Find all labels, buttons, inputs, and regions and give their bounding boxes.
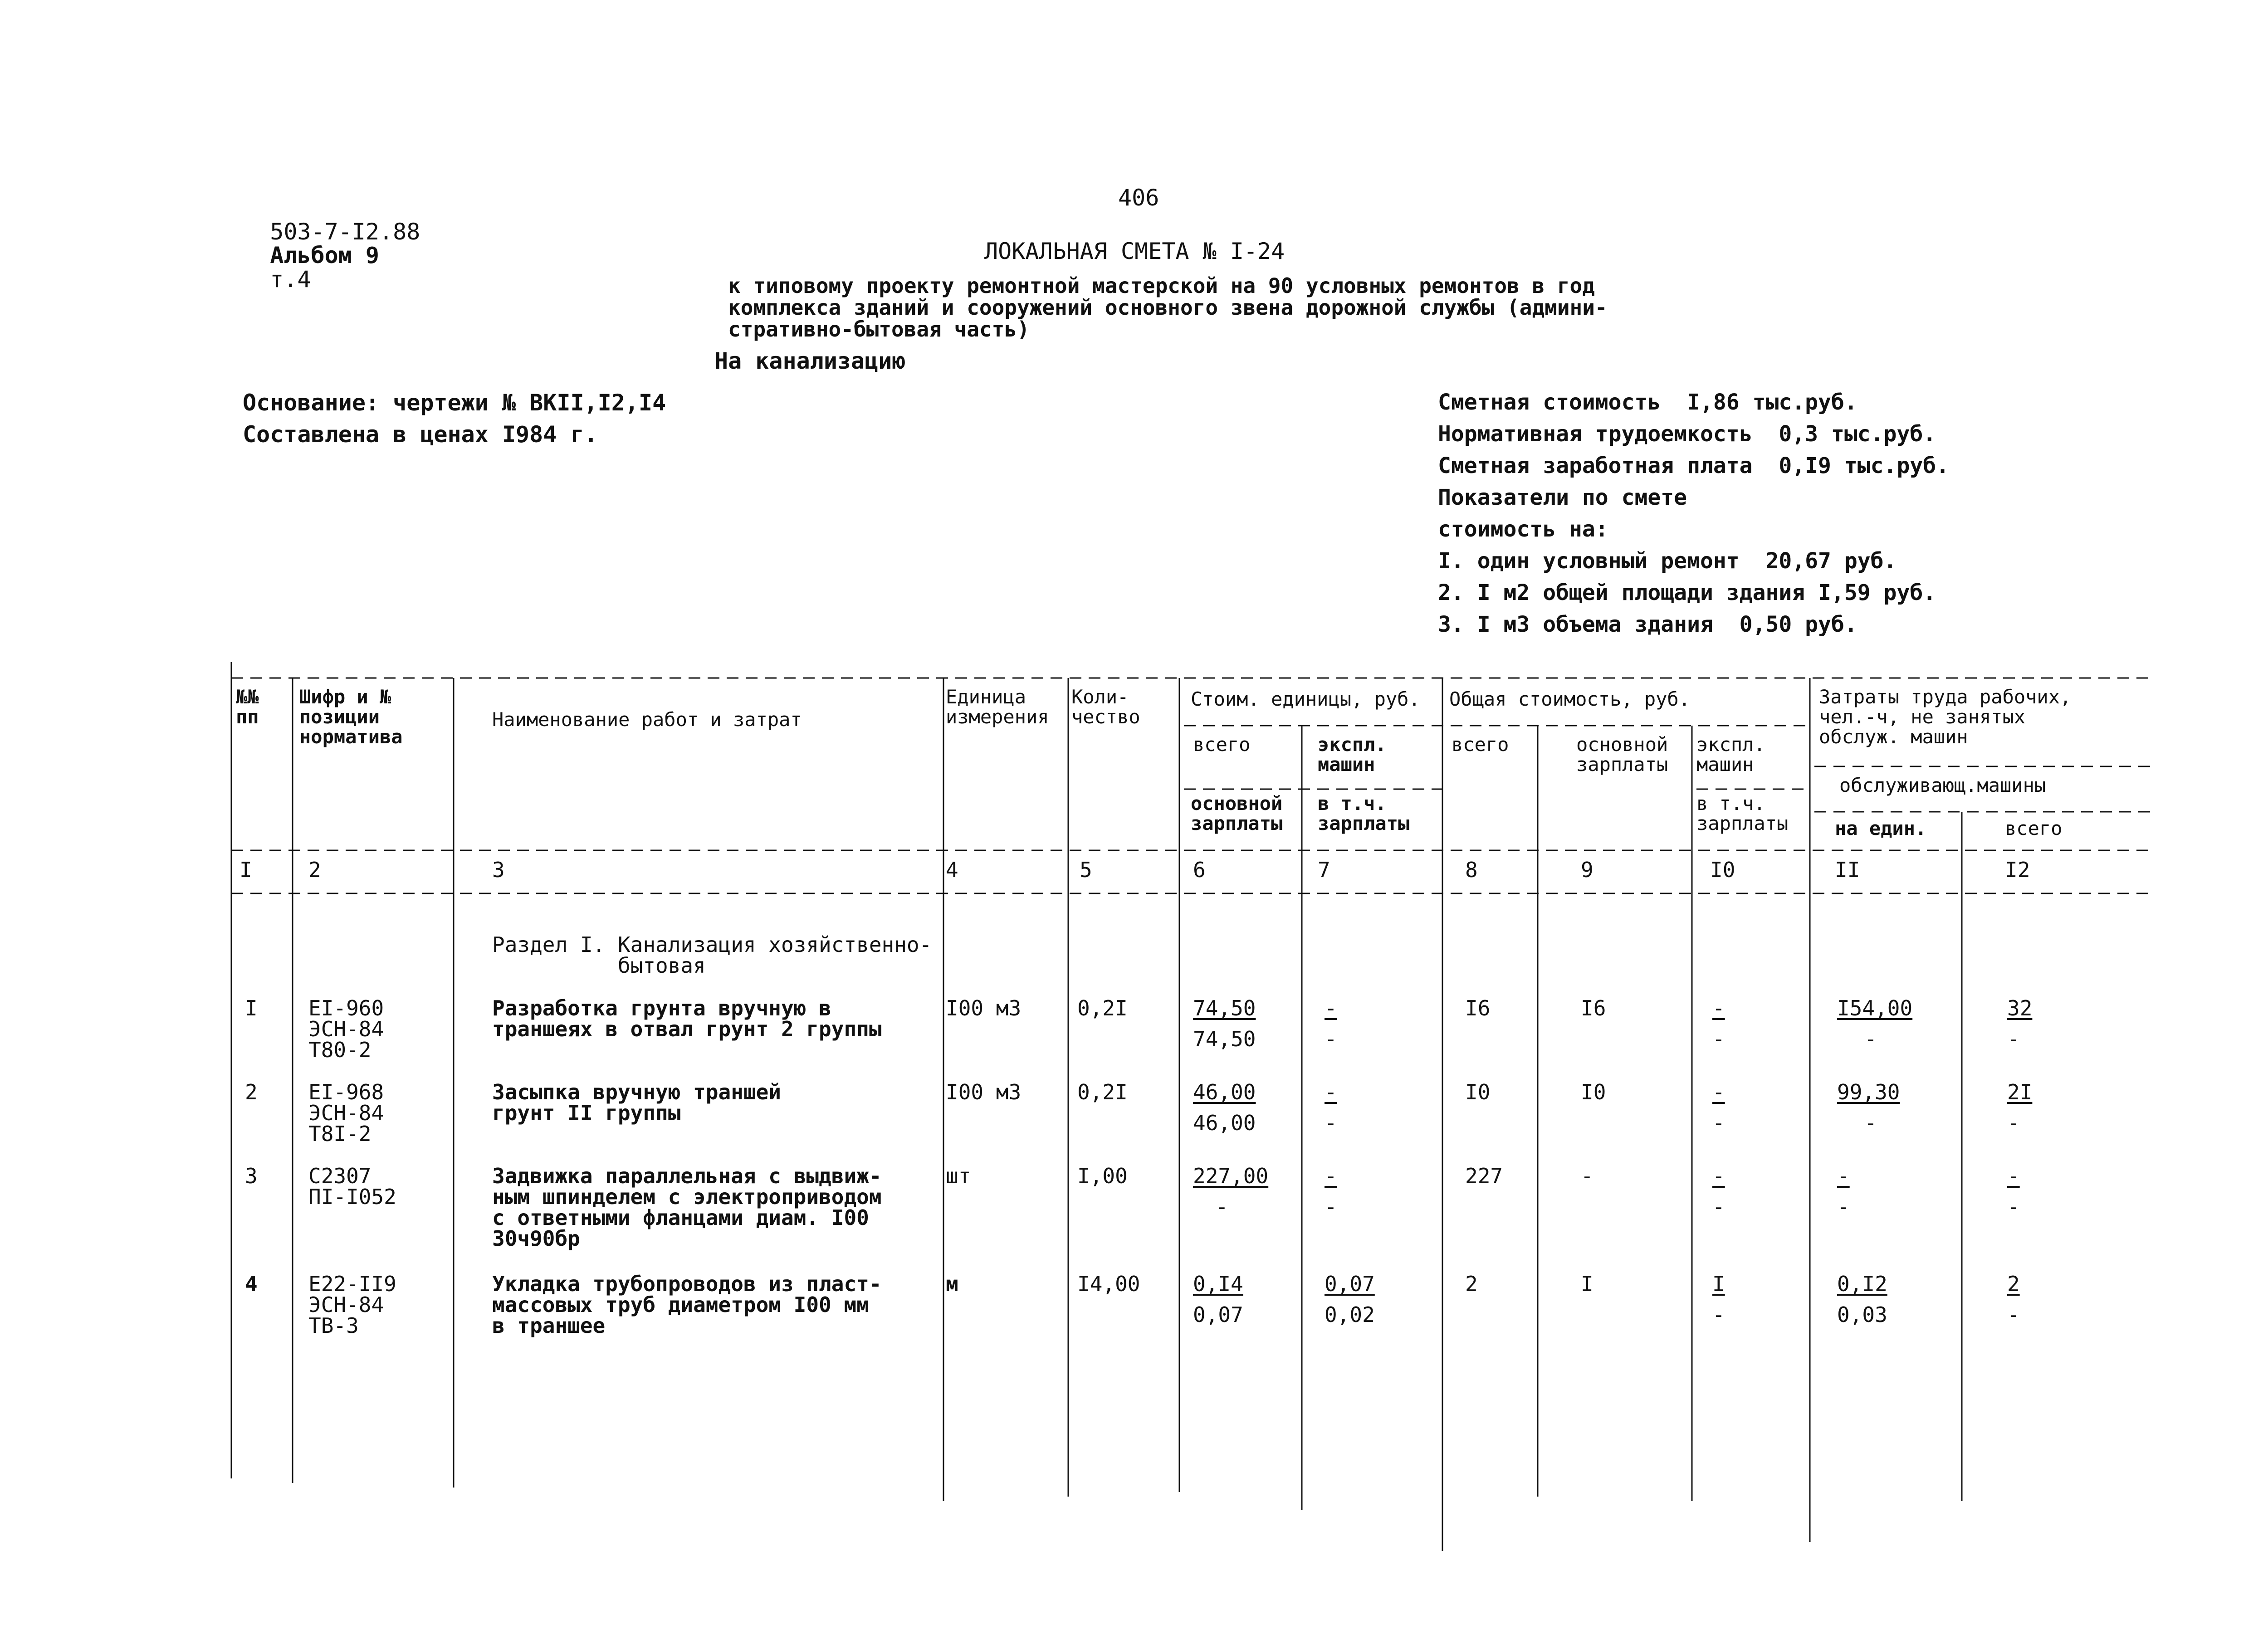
row-unit-machines: 0,07 <box>1325 1272 1375 1296</box>
col-header-labor: Затраты труда рабочих, чел.-ч, не занятых обслуж. машин <box>1819 686 2072 748</box>
col-header-total-incl-wage: в т.ч. зарплаты <box>1696 792 1789 835</box>
col-header-labor-per-unit: на един. <box>1835 817 1927 839</box>
row-labor-total-service: - <box>2007 1111 2020 1135</box>
row-total-machines: - <box>1712 1164 1725 1188</box>
row-total-all: I6 <box>1465 996 1491 1020</box>
indicator-cost: Сметная стоимость I,86 тыс.руб. <box>1438 390 1857 415</box>
row-number: 2 <box>245 1080 258 1104</box>
row-unit-basic-wage: - <box>1216 1195 1228 1219</box>
col-header-unit-machines: экспл. машин <box>1318 733 1387 776</box>
row-total-basic-wage: I <box>1581 1272 1593 1296</box>
col-header-total-basic-wage: основной зарплаты <box>1576 733 1668 776</box>
row-unit-total: 227,00 <box>1193 1164 1269 1188</box>
col-number-9: 9 <box>1581 858 1593 882</box>
row-unit: шт <box>946 1164 971 1188</box>
row-qty: I,00 <box>1077 1164 1128 1188</box>
row-qty: 0,2I <box>1077 996 1128 1020</box>
col-header-unit: Единица измерения <box>946 686 1049 728</box>
row-qty: 0,2I <box>1077 1080 1128 1104</box>
row-labor-per-unit: I54,00 <box>1837 996 1913 1020</box>
col-header-unit-total: всего <box>1193 733 1251 756</box>
album-sub: т.4 <box>270 266 311 293</box>
estimate-title: ЛОКАЛЬНАЯ СМЕТА № I-24 <box>984 238 1285 264</box>
row-labor-per-unit-service: - <box>1864 1027 1877 1051</box>
col-header-total-machines: экспл. машин <box>1696 733 1765 776</box>
row-unit: м <box>946 1272 958 1296</box>
row-total-machines: I <box>1712 1272 1725 1296</box>
row-labor-total-service: - <box>2007 1027 2020 1051</box>
row-unit-total: 0,I4 <box>1193 1272 1243 1296</box>
row-unit-machines: - <box>1325 996 1337 1020</box>
doc-code: 503-7-I2.88 <box>270 218 420 245</box>
row-labor-per-unit-service: 0,03 <box>1837 1302 1887 1327</box>
indicator-per-m3: 3. I м3 объема здания 0,50 руб. <box>1438 612 1857 637</box>
row-code: EI-968 ЭСН-84 T8I-2 <box>308 1080 384 1146</box>
row-labor-total: 32 <box>2007 996 2033 1020</box>
indicator-wage: Сметная заработная плата 0,I9 тыс.руб. <box>1438 453 1950 478</box>
album-label: Альбом 9 <box>270 242 380 268</box>
col-header-total-all: всего <box>1452 733 1509 756</box>
row-unit-basic-wage: 0,07 <box>1193 1302 1243 1327</box>
row-total-all: I0 <box>1465 1080 1491 1104</box>
col-header-unit-basic-wage: основной зарплаты <box>1191 792 1283 835</box>
row-labor-per-unit-service: - <box>1837 1195 1850 1219</box>
row-unit: I00 м3 <box>946 1080 1022 1104</box>
row-labor-per-unit: 0,I2 <box>1837 1272 1887 1296</box>
row-unit-incl-wage: - <box>1325 1027 1337 1051</box>
row-total-all: 227 <box>1465 1164 1503 1188</box>
col-number-11: II <box>1835 858 1860 882</box>
col-header-unit-incl-wage: в т.ч. зарплаты <box>1318 792 1410 835</box>
row-total-all: 2 <box>1465 1272 1478 1296</box>
row-total-basic-wage: I0 <box>1581 1080 1606 1104</box>
row-total-incl-wage: - <box>1712 1111 1725 1135</box>
page-number: 406 <box>1118 185 1159 211</box>
row-labor-total-service: - <box>2007 1302 2020 1327</box>
col-number-10: I0 <box>1710 858 1735 882</box>
indicator-per-repair: I. один условный ремонт 20,67 руб. <box>1438 548 1897 574</box>
row-unit-basic-wage: 46,00 <box>1193 1111 1256 1135</box>
col-number-1: I <box>240 858 252 882</box>
row-code: C2307 ПI-I052 <box>308 1164 396 1209</box>
subtitle-line-2: комплекса зданий и сооружений основного звена дорожной службы (админи- <box>728 295 1608 320</box>
col-number-3: 3 <box>492 858 505 882</box>
row-unit-incl-wage: 0,02 <box>1325 1302 1375 1327</box>
row-number: 4 <box>245 1272 258 1296</box>
col-number-5: 5 <box>1080 858 1092 882</box>
row-unit-machines: - <box>1325 1080 1337 1104</box>
row-labor-total: 2I <box>2007 1080 2033 1104</box>
col-header-labor-service: обслуживающ.машины <box>1839 774 2046 796</box>
row-labor-total-service: - <box>2007 1195 2020 1219</box>
row-total-incl-wage: - <box>1712 1302 1725 1327</box>
col-header-labor-total: всего <box>2005 817 2063 839</box>
row-labor-total: 2 <box>2007 1272 2020 1296</box>
col-header-qty: Коли- чество <box>1071 686 1140 728</box>
row-unit-machines: - <box>1325 1164 1337 1188</box>
row-unit-total: 74,50 <box>1193 996 1256 1020</box>
row-total-machines: - <box>1712 1080 1725 1104</box>
col-header-name: Наименование работ и затрат <box>492 708 802 731</box>
row-labor-total: - <box>2007 1164 2020 1188</box>
col-header-number: №№ пп <box>236 686 259 728</box>
col-number-6: 6 <box>1193 858 1206 882</box>
col-header-total-cost: Общая стоимость, руб. <box>1449 688 1691 710</box>
indicator-labor: Нормативная трудоемкость 0,3 тыс.руб. <box>1438 421 1936 447</box>
indicator-cost-per: стоимость на: <box>1438 517 1608 542</box>
row-total-incl-wage: - <box>1712 1027 1725 1051</box>
row-total-machines: - <box>1712 996 1725 1020</box>
row-qty: I4,00 <box>1077 1272 1140 1296</box>
section-title: Раздел I. Канализация хозяйственно- бытовая <box>492 932 932 978</box>
col-number-4: 4 <box>946 858 958 882</box>
row-total-basic-wage: - <box>1581 1164 1593 1188</box>
row-unit-incl-wage: - <box>1325 1111 1337 1135</box>
estimate-object: На канализацию <box>714 348 906 374</box>
row-name: Разработка грунта вручную в траншеях в отвал грунт 2 группы <box>492 996 882 1041</box>
col-number-2: 2 <box>308 858 321 882</box>
row-unit: I00 м3 <box>946 996 1022 1020</box>
row-name: Укладка трубопроводов из пласт- массовых труб диаметром I00 мм в траншее <box>492 1272 882 1338</box>
row-number: I <box>245 996 258 1020</box>
col-number-7: 7 <box>1318 858 1330 882</box>
col-header-unit-cost: Стоим. единицы, руб. <box>1191 688 1420 710</box>
row-unit-basic-wage: 74,50 <box>1193 1027 1256 1051</box>
basis-prices: Составлена в ценах I984 г. <box>243 421 598 448</box>
row-code: EI-960 ЭСН-84 T80-2 <box>308 996 384 1062</box>
row-labor-per-unit-service: - <box>1864 1111 1877 1135</box>
col-header-code: Шифр и № позиции норматива <box>299 686 403 748</box>
row-name: Задвижка параллельная с выдвиж- ным шпинделем с электроприводом с ответными фланцами диам. I00 30ч90бр <box>492 1164 882 1251</box>
col-number-8: 8 <box>1465 858 1478 882</box>
indicator-heading: Показатели по смете <box>1438 485 1687 510</box>
indicator-per-m2: 2. I м2 общей площади здания I,59 руб. <box>1438 580 1936 605</box>
basis-drawings: Основание: чертежи № ВКII,I2,I4 <box>243 390 666 416</box>
row-name: Засыпка вручную траншей грунт II группы <box>492 1080 781 1125</box>
row-number: 3 <box>245 1164 258 1188</box>
row-labor-per-unit: - <box>1837 1164 1850 1188</box>
col-number-12: I2 <box>2005 858 2030 882</box>
row-labor-per-unit: 99,30 <box>1837 1080 1900 1104</box>
row-total-basic-wage: I6 <box>1581 996 1606 1020</box>
subtitle-line-3: стративно-бытовая часть) <box>728 317 1030 341</box>
row-unit-total: 46,00 <box>1193 1080 1256 1104</box>
row-unit-incl-wage: - <box>1325 1195 1337 1219</box>
row-code: E22-II9 ЭСН-84 TB-3 <box>308 1272 396 1338</box>
row-total-incl-wage: - <box>1712 1195 1725 1219</box>
subtitle-line-1: к типовому проекту ремонтной мастерской на 90 условных ремонтов в год <box>728 273 1595 298</box>
